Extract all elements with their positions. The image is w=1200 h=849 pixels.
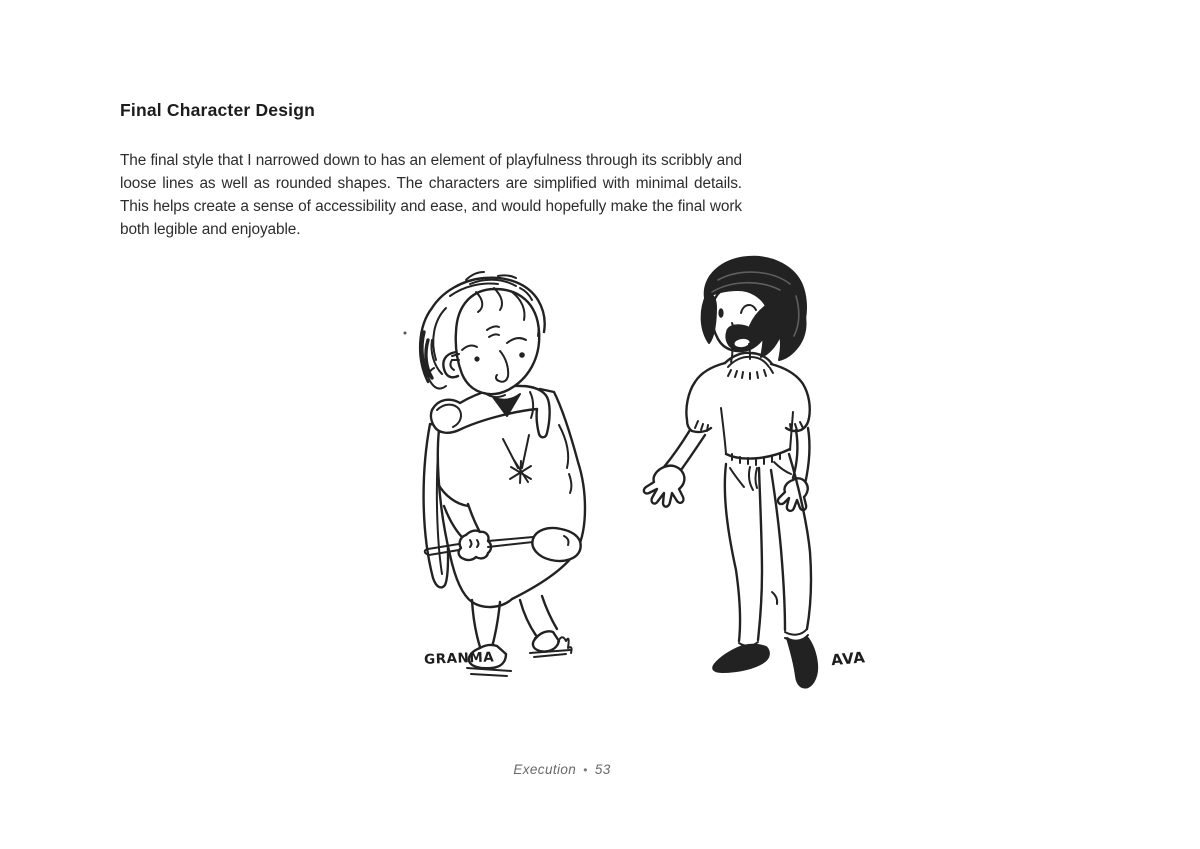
ava-shoes xyxy=(713,637,817,688)
ava-figure xyxy=(644,257,866,688)
granma-hand xyxy=(459,531,491,560)
granma-face xyxy=(456,289,539,394)
ava-collar xyxy=(725,353,773,379)
footer-separator: • xyxy=(583,763,588,777)
section-heading: Final Character Design xyxy=(120,100,316,120)
footer-section-name: Execution xyxy=(513,762,577,777)
ava-left-arm xyxy=(644,430,705,507)
ava-pants xyxy=(725,454,811,652)
ava-caption: AVA xyxy=(830,648,867,670)
ink-speck xyxy=(404,332,407,335)
footer xyxy=(0,762,1124,777)
granma-figure xyxy=(420,272,585,676)
ava-sweater xyxy=(686,363,809,465)
body-paragraph: The final style that I narrowed down to has an element of playfulness through its scribbly and loose lines as well as rounded shapes. The characters are simplified with minimal details. This helps create a sense of accessibility and ease, and would hopefully make the final work both legible and enjoyable. xyxy=(120,152,742,238)
granma-caption: GRANMA xyxy=(423,649,495,668)
character-illustration xyxy=(380,240,890,710)
footer-page-number: 53 xyxy=(594,762,611,777)
